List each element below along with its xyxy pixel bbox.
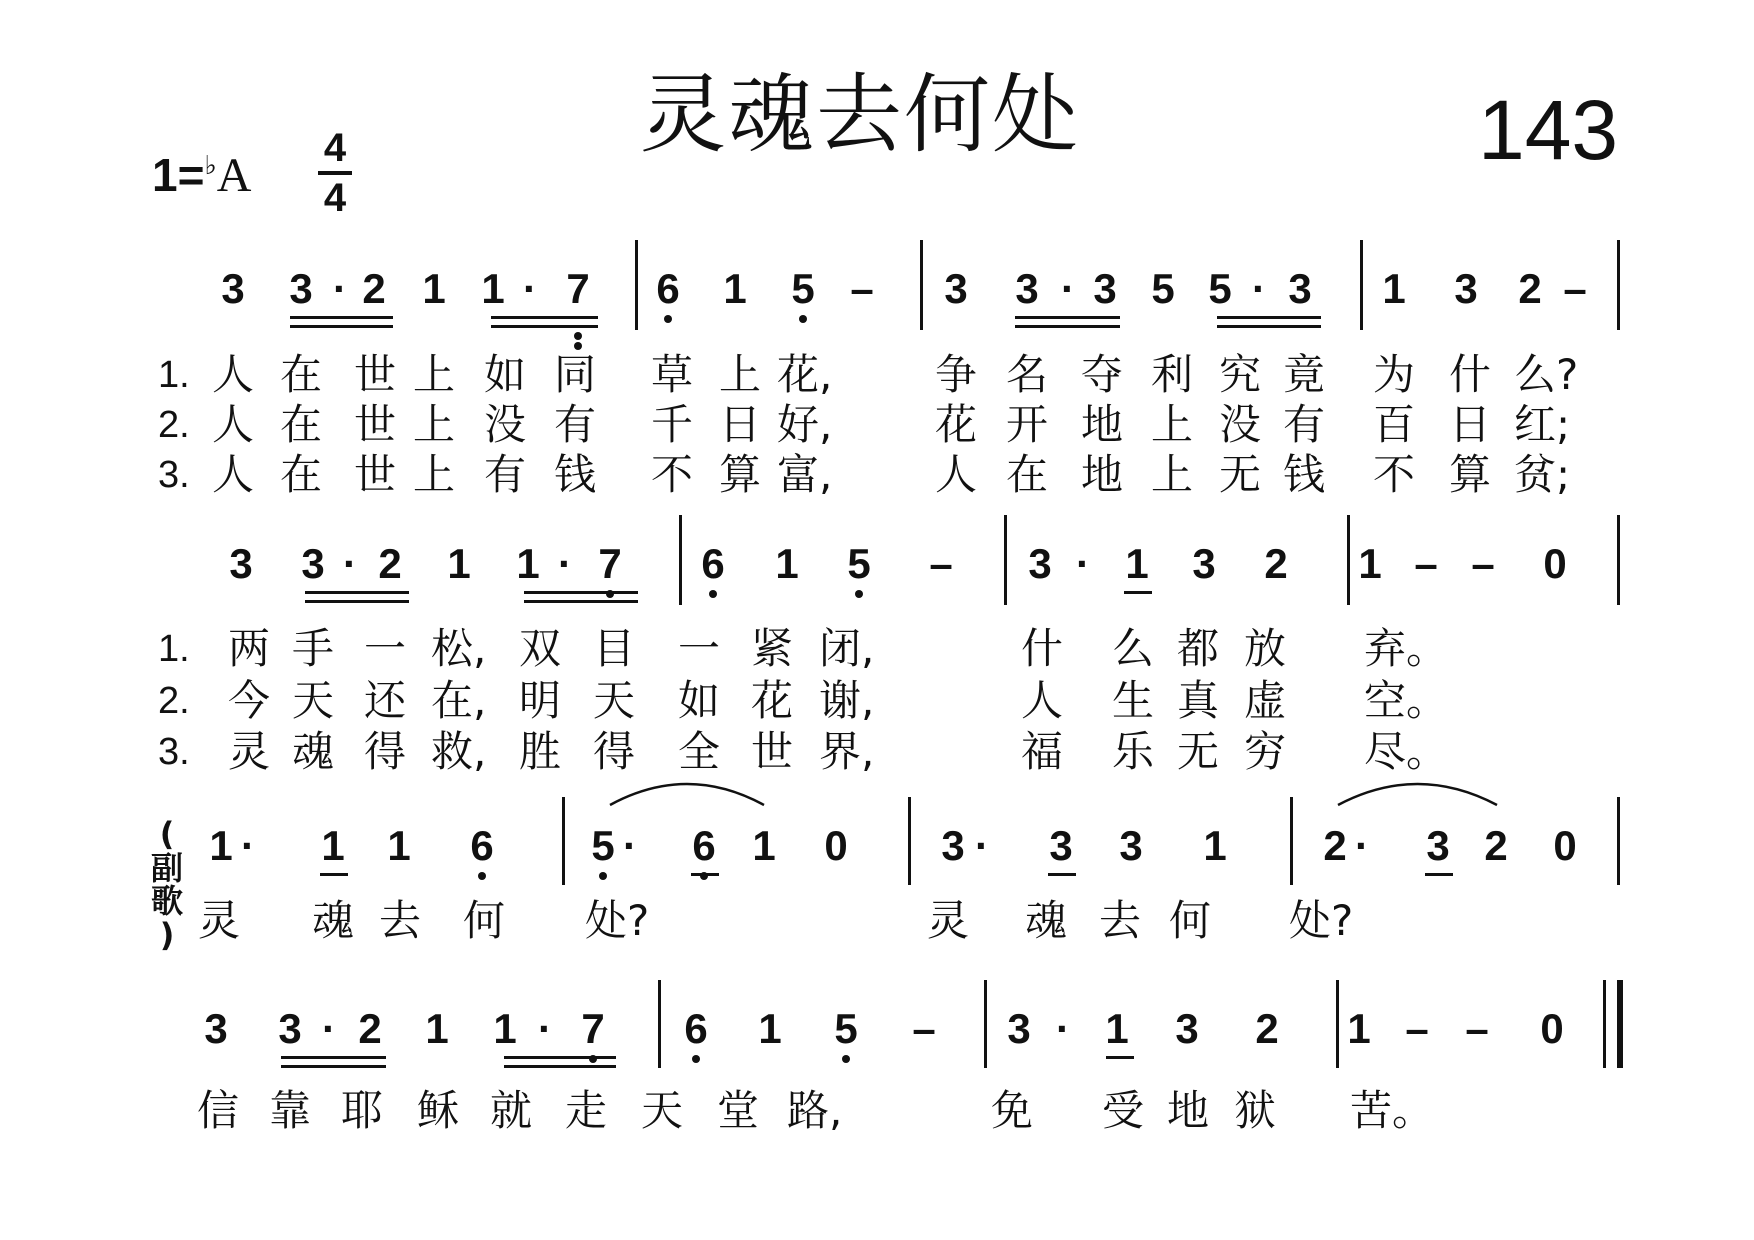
barline [1617,240,1620,330]
lyric-char: 处? [1289,896,1354,945]
lyric-char: 两 [227,624,270,673]
beam-line [1015,325,1120,328]
lyric-char: 究 [1218,350,1261,399]
lyric-char: 松, [431,624,487,673]
lyric-char: 灵 [197,896,240,945]
note: 1 [321,822,345,869]
lyric-char: 得 [363,727,406,776]
note: 3 [301,540,325,587]
lyric-char: 富, [777,450,833,499]
lyric-char: 贫; [1514,450,1571,499]
lyric-char: 同 [553,350,596,399]
lyric-char: 何 [462,896,505,945]
lyric-char: 千 [650,400,693,449]
lyric-char: 耶 [340,1086,383,1135]
lyric-char: 路, [787,1086,843,1135]
flat-sign: ♭ [204,150,217,180]
lyric-char: 手 [291,624,334,673]
lyric-char: 什 [1448,350,1491,399]
verse-number: 3. [158,454,190,496]
lyric-char: 有 [1282,400,1325,449]
note: 3 [1007,1005,1031,1052]
note: 2 [1323,822,1347,869]
lyric-char: 受 [1101,1086,1144,1135]
note: 3 [204,1005,228,1052]
lyric-char: 靠 [268,1086,311,1135]
note: 1 [1382,265,1406,312]
lyric-char: 地 [1080,450,1123,499]
time-signature [318,128,352,218]
lyric-char: 世 [353,400,396,449]
note: 1 [758,1005,782,1052]
barline [1336,980,1339,1068]
lyric-char: 开 [1005,400,1048,449]
note: · [558,540,572,587]
chorus-label: ( 副 歌 ) [150,815,183,954]
octave-dot [709,590,717,598]
barline [908,797,911,885]
lyric-char: 花 [934,400,977,449]
beam-line [1106,1056,1134,1059]
beam-line [1217,325,1321,328]
note: 3 [1426,822,1450,869]
note: – [1405,1005,1429,1052]
lyric-char: 还 [363,676,406,725]
octave-dot [574,342,582,350]
beam-line [1425,873,1453,876]
lyric-char: 人 [211,350,254,399]
note: – [929,540,953,587]
lyric-char: 不 [1372,450,1415,499]
lyric-char: 去 [1098,896,1141,945]
octave-dot [599,872,607,880]
note: 6 [684,1005,708,1052]
lyric-char: 在 [279,400,322,449]
beam-line [491,316,598,319]
note: 3 [1192,540,1216,587]
lyric-char: 世 [750,727,793,776]
lyric-char: 百 [1372,400,1415,449]
lyric-char: 界, [819,727,875,776]
lyric-char: 世 [353,450,396,499]
note: 1 [1105,1005,1129,1052]
verse-number: 3. [158,731,190,773]
note: 1 [493,1005,517,1052]
lyric-char: 夺 [1080,350,1123,399]
barline [1347,515,1350,605]
lyric-char: 人 [934,450,977,499]
lyric-char: 空。 [1364,676,1449,725]
note: – [1471,540,1495,587]
time-signature-top: 4 [323,126,347,170]
lyric-char: 利 [1150,350,1193,399]
barline [920,240,923,330]
beam-line [290,316,393,319]
barline [984,980,987,1068]
lyric-char: 为 [1372,350,1415,399]
barline [679,515,682,605]
octave-dot [799,315,807,323]
lyric-char: 今 [227,676,270,725]
note: 3 [1049,822,1073,869]
lyric-char: 人 [211,450,254,499]
lyric-char: 得 [592,727,635,776]
note: 3 [1288,265,1312,312]
note: 5 [834,1005,858,1052]
lyric-char: 人 [211,400,254,449]
lyric-char: 尽。 [1364,727,1449,776]
lyric-char: 不 [650,450,693,499]
lyric-char: 放 [1243,624,1286,673]
note: 2 [1484,822,1508,869]
lyric-char: 如 [677,676,720,725]
lyric-char: 稣 [416,1086,459,1135]
lyric-char: 就 [489,1086,532,1135]
barline [1617,980,1623,1068]
lyric-char: 穷 [1243,727,1286,776]
lyric-char: 闭, [819,624,875,673]
verse-number: 2. [158,404,190,446]
octave-dot [692,1055,700,1063]
lyric-char: 魂 [291,727,334,776]
note: 5 [791,265,815,312]
note: 6 [692,822,716,869]
note: · [1056,1005,1070,1052]
beam-line [491,325,598,328]
lyric-char: 堂 [716,1086,759,1135]
note: 3 [1028,540,1052,587]
note: · [623,822,637,869]
key-letter: A [216,149,252,202]
lyric-char: 花 [750,676,793,725]
lyric-char: 有 [483,450,526,499]
lyric-char: 灵 [227,727,270,776]
lyric-char: 一 [363,624,406,673]
note: 1 [425,1005,449,1052]
note: 3 [1093,265,1117,312]
barline [1617,515,1620,605]
note: 0 [824,822,848,869]
lyric-char: 何 [1168,896,1211,945]
note: · [975,822,989,869]
lyric-char: 没 [483,400,526,449]
note: 1 [387,822,411,869]
barline [1617,797,1620,885]
note: · [538,1005,552,1052]
note: – [912,1005,936,1052]
verse-number: 2. [158,680,190,722]
note: 3 [941,822,965,869]
note: 2 [358,1005,382,1052]
lyric-char: 么 [1111,624,1154,673]
note: 3 [1119,822,1143,869]
lyric-char: 救, [431,727,487,776]
lyric-char: 明 [518,676,561,725]
lyric-char: 算 [1448,450,1491,499]
lyric-char: 都 [1176,624,1219,673]
octave-dot [574,332,582,340]
note: 3 [221,265,245,312]
lyric-char: 没 [1218,400,1261,449]
verse-number: 1. [158,628,190,670]
lyric-char: 真 [1176,676,1219,725]
note: 1 [1347,1005,1371,1052]
slur [1338,777,1497,807]
note: 5 [847,540,871,587]
beam-line [504,1056,616,1059]
note: 3 [229,540,253,587]
note: 6 [470,822,494,869]
octave-dot [700,872,708,880]
note: 3 [278,1005,302,1052]
lyric-char: 天 [291,676,334,725]
beam-line [1015,316,1120,319]
note: 2 [362,265,386,312]
note: 5 [1151,265,1175,312]
lyric-char: 日 [1448,400,1491,449]
lyric-char: 双 [518,624,561,673]
note: 3 [289,265,313,312]
lyric-char: 钱 [553,450,596,499]
beam-line [281,1056,386,1059]
note: 1 [1125,540,1149,587]
barline [635,240,638,330]
hymn-number: 143 [1478,83,1619,177]
lyric-char: 上 [1150,400,1193,449]
beam-line [524,591,638,594]
time-signature-line [318,171,352,175]
note: 3 [1015,265,1039,312]
lyric-char: 在 [279,350,322,399]
lyric-char: 在, [431,676,487,725]
barline [562,797,565,885]
lyric-char: 无 [1218,450,1261,499]
lyric-char: 紧 [750,624,793,673]
octave-dot [606,590,614,598]
lyric-char: 上 [412,350,455,399]
octave-dot [589,1055,597,1063]
beam-line [305,600,409,603]
note: – [850,265,874,312]
note: 1 [422,265,446,312]
note: · [241,822,255,869]
lyric-char: 地 [1166,1086,1209,1135]
lyric-char: 有 [553,400,596,449]
lyric-char: 在 [1005,450,1048,499]
barline [1603,980,1606,1068]
note: 2 [1255,1005,1279,1052]
lyric-char: 什 [1020,624,1063,673]
lyric-char: 钱 [1282,450,1325,499]
note: – [1563,265,1587,312]
lyric-char: 世 [353,350,396,399]
lyric-char: 上 [1150,450,1193,499]
lyric-char: 魂 [1024,896,1067,945]
note: 2 [1518,265,1542,312]
note: · [333,265,347,312]
lyric-char: 胜 [518,727,561,776]
verse-number: 1. [158,354,190,396]
note: 5 [591,822,615,869]
note: 3 [944,265,968,312]
lyric-char: 花, [777,350,833,399]
lyric-char: 么? [1514,350,1579,399]
note: 7 [566,265,590,312]
beam-line [305,591,409,594]
barline [658,980,661,1068]
note: · [1076,540,1090,587]
lyric-char: 虚 [1243,676,1286,725]
lyric-char: 草 [650,350,693,399]
note: 6 [701,540,725,587]
note: 0 [1553,822,1577,869]
octave-dot [664,315,672,323]
time-signature-bottom: 4 [323,176,347,220]
note: · [1355,822,1369,869]
note: · [1252,265,1266,312]
lyric-char: 一 [677,624,720,673]
note: 1 [516,540,540,587]
octave-dot [842,1055,850,1063]
octave-dot [855,590,863,598]
note: 3 [1175,1005,1199,1052]
lyric-char: 无 [1176,727,1219,776]
lyric-char: 免 [990,1086,1033,1135]
note: 2 [378,540,402,587]
key-prefix: 1= [152,149,205,201]
lyric-char: 苦。 [1350,1086,1435,1135]
lyric-char: 灵 [926,896,969,945]
note: 2 [1264,540,1288,587]
note: 0 [1540,1005,1564,1052]
lyric-char: 谢, [819,676,875,725]
lyric-char: 去 [378,896,421,945]
note: 0 [1543,540,1567,587]
lyric-char: 争 [934,350,977,399]
note: 1 [481,265,505,312]
beam-line [290,325,393,328]
beam-line [524,600,638,603]
octave-dot [478,872,486,880]
barline [1360,240,1363,330]
lyric-char: 天 [592,676,635,725]
lyric-char: 如 [483,350,526,399]
note: · [322,1005,336,1052]
barline [1004,515,1007,605]
lyric-char: 弃。 [1364,624,1449,673]
note: 1 [447,540,471,587]
lyric-char: 走 [564,1086,607,1135]
note: 1 [1203,822,1227,869]
note: 1 [209,822,233,869]
lyric-char: 日 [718,400,761,449]
lyric-char: 地 [1080,400,1123,449]
slur [610,777,764,807]
lyric-char: 算 [718,450,761,499]
note: 5 [1208,265,1232,312]
lyric-char: 全 [677,727,720,776]
barline [1290,797,1293,885]
note: 1 [1358,540,1382,587]
lyric-char: 信 [196,1086,239,1135]
note: · [343,540,357,587]
lyric-char: 处? [585,896,650,945]
lyric-char: 上 [412,450,455,499]
lyric-char: 天 [640,1086,683,1135]
note: · [1061,265,1075,312]
note: – [1465,1005,1489,1052]
lyric-char: 名 [1005,350,1048,399]
note: 7 [581,1005,605,1052]
lyric-char: 上 [718,350,761,399]
lyric-char: 好, [777,400,833,449]
lyric-char: 红; [1514,400,1571,449]
note: 1 [723,265,747,312]
note: 6 [656,265,680,312]
beam-line [1217,316,1321,319]
lyric-char: 魂 [311,896,354,945]
song-title: 灵魂去何处 [640,65,1080,165]
lyric-char: 竟 [1282,350,1325,399]
beam-line [281,1065,386,1068]
note: 1 [752,822,776,869]
beam-line [320,873,348,876]
lyric-char: 福 [1020,727,1063,776]
beam-line [1124,591,1152,594]
note: · [523,265,537,312]
beam-line [504,1065,616,1068]
beam-line [1048,873,1076,876]
note: – [1414,540,1438,587]
note: 7 [598,540,622,587]
note: 3 [1454,265,1478,312]
lyric-char: 狱 [1233,1086,1276,1135]
lyric-char: 生 [1111,676,1154,725]
key-signature [152,149,252,202]
lyric-char: 乐 [1111,727,1154,776]
lyric-char: 上 [412,400,455,449]
lyric-char: 目 [592,624,635,673]
note: 1 [775,540,799,587]
lyric-char: 人 [1020,676,1063,725]
lyric-char: 在 [279,450,322,499]
